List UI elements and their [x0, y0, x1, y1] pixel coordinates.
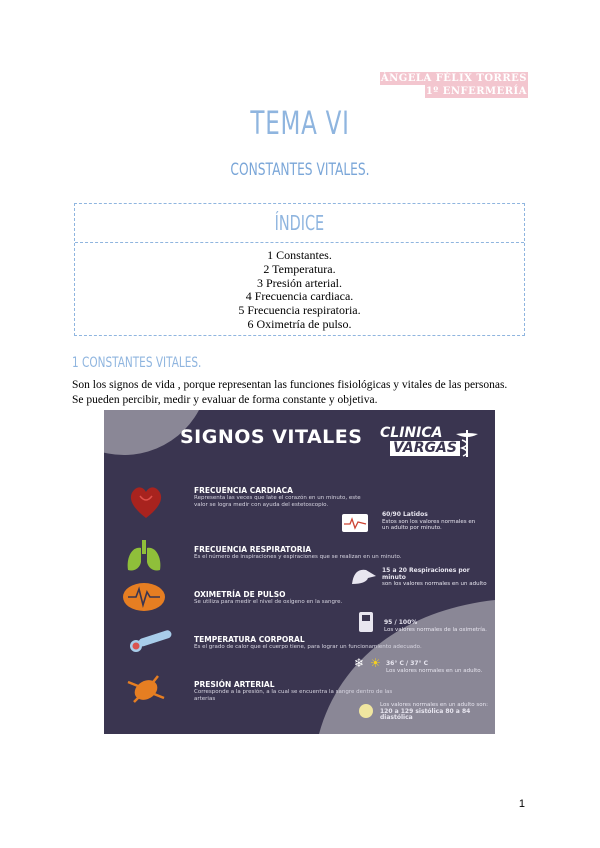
row-desc-pressure: Corresponde a la presión, a la cual se encuentra la sangre dentro de las arterias [194, 689, 393, 702]
index-list [75, 243, 524, 332]
paragraph: Son los signos de vida , porque representan las funciones fisiológicas y vitales de las personas. [72, 379, 508, 391]
row-value-resp: 15 a 20 Respiraciones por minuto son los valores normales en un adulto [382, 567, 487, 587]
row-desc-resp: Es el número de inspiraciones y espiraciones que se realizan en un minuto. [194, 554, 402, 560]
oximetry-icon [122, 582, 166, 612]
index-item: 2 Temperatura. [263, 261, 336, 276]
clinic-logo-line1: CLINICA [380, 425, 443, 441]
section-heading: 1 CONSTANTES VITALES. [72, 355, 202, 371]
index-item: 6 Oximetría de pulso. [247, 316, 352, 331]
snowflake-icon: ❄ [354, 656, 365, 670]
row-desc-oxi: Se utiliza para medir el nivel de oxígeno en la sangre. [194, 599, 343, 605]
breathing-face-icon [348, 564, 380, 586]
row-desc-temp: Es el grado de calor que el cuerpo tiene, para lograr un funcionamiento adecuado. [194, 644, 422, 650]
section-paragraphs [72, 378, 532, 407]
author-block [380, 72, 528, 98]
infographic-title: SIGNOS VITALES [180, 426, 363, 448]
artery-icon [126, 672, 166, 708]
row-title-temp: TEMPERATURA CORPORAL [194, 635, 305, 644]
row-title-pressure: PRESIÓN ARTERIAL [194, 680, 275, 689]
pressure-gauge-icon [359, 704, 373, 718]
index-box [74, 203, 525, 336]
row-value-heart: 60/90 Latidos Estos son los valores normales en un adulto por minuto. [382, 511, 476, 531]
page-subtitle: CONSTANTES VITALES. [230, 160, 370, 180]
row-value-temp: 36° C / 37° C Los valores normales en un adulto. [386, 660, 483, 674]
clinic-logo [380, 426, 486, 456]
row-title-heart: FRECUENCIA CARDIACA [194, 486, 293, 495]
heart-icon [126, 482, 166, 520]
index-item: 4 Frecuencia cardiaca. [245, 289, 354, 304]
author-course: 1º ENFERMERÍA [425, 86, 527, 97]
page-number: 1 [518, 798, 525, 810]
index-item: 3 Presión arterial. [257, 275, 342, 290]
sun-icon: ☀ [370, 656, 381, 670]
row-value-pressure: Los valores normales en un adulto son: 120 a 129 sistólica 80 a 84 diastólica [380, 702, 488, 721]
vital-signs-infographic [104, 410, 495, 734]
lungs-icon [124, 538, 164, 574]
row-value-oxi: 95 / 100% Los valores normales de la oximetría. [384, 619, 487, 633]
pulse-oximeter-icon [356, 610, 376, 638]
thermometer-icon [126, 630, 174, 654]
author-name: ÁNGELA FÉLIX TORRES [380, 73, 527, 84]
caduceus-icon [454, 428, 480, 458]
index-heading: ÍNDICE [75, 204, 524, 243]
clinic-logo-line2: VARGAS [390, 441, 460, 456]
row-desc-heart: Representa las veces que late el corazón en un minuto, este valor se logra medir con ayuda del estetoscopio. [194, 495, 361, 508]
ecg-monitor-icon [342, 514, 368, 532]
row-title-resp: FRECUENCIA RESPIRATORIA [194, 545, 312, 554]
paragraph: Se pueden percibir, medir y evaluar de forma constante y objetiva. [72, 393, 378, 406]
page-title: TEMA VI [250, 104, 350, 142]
ecg-line-icon [342, 514, 368, 532]
index-item: 1 Constantes. [267, 248, 332, 262]
index-item: 5 Frecuencia respiratoria. [238, 303, 361, 318]
row-title-oxi: OXIMETRÍA DE PULSO [194, 590, 286, 599]
